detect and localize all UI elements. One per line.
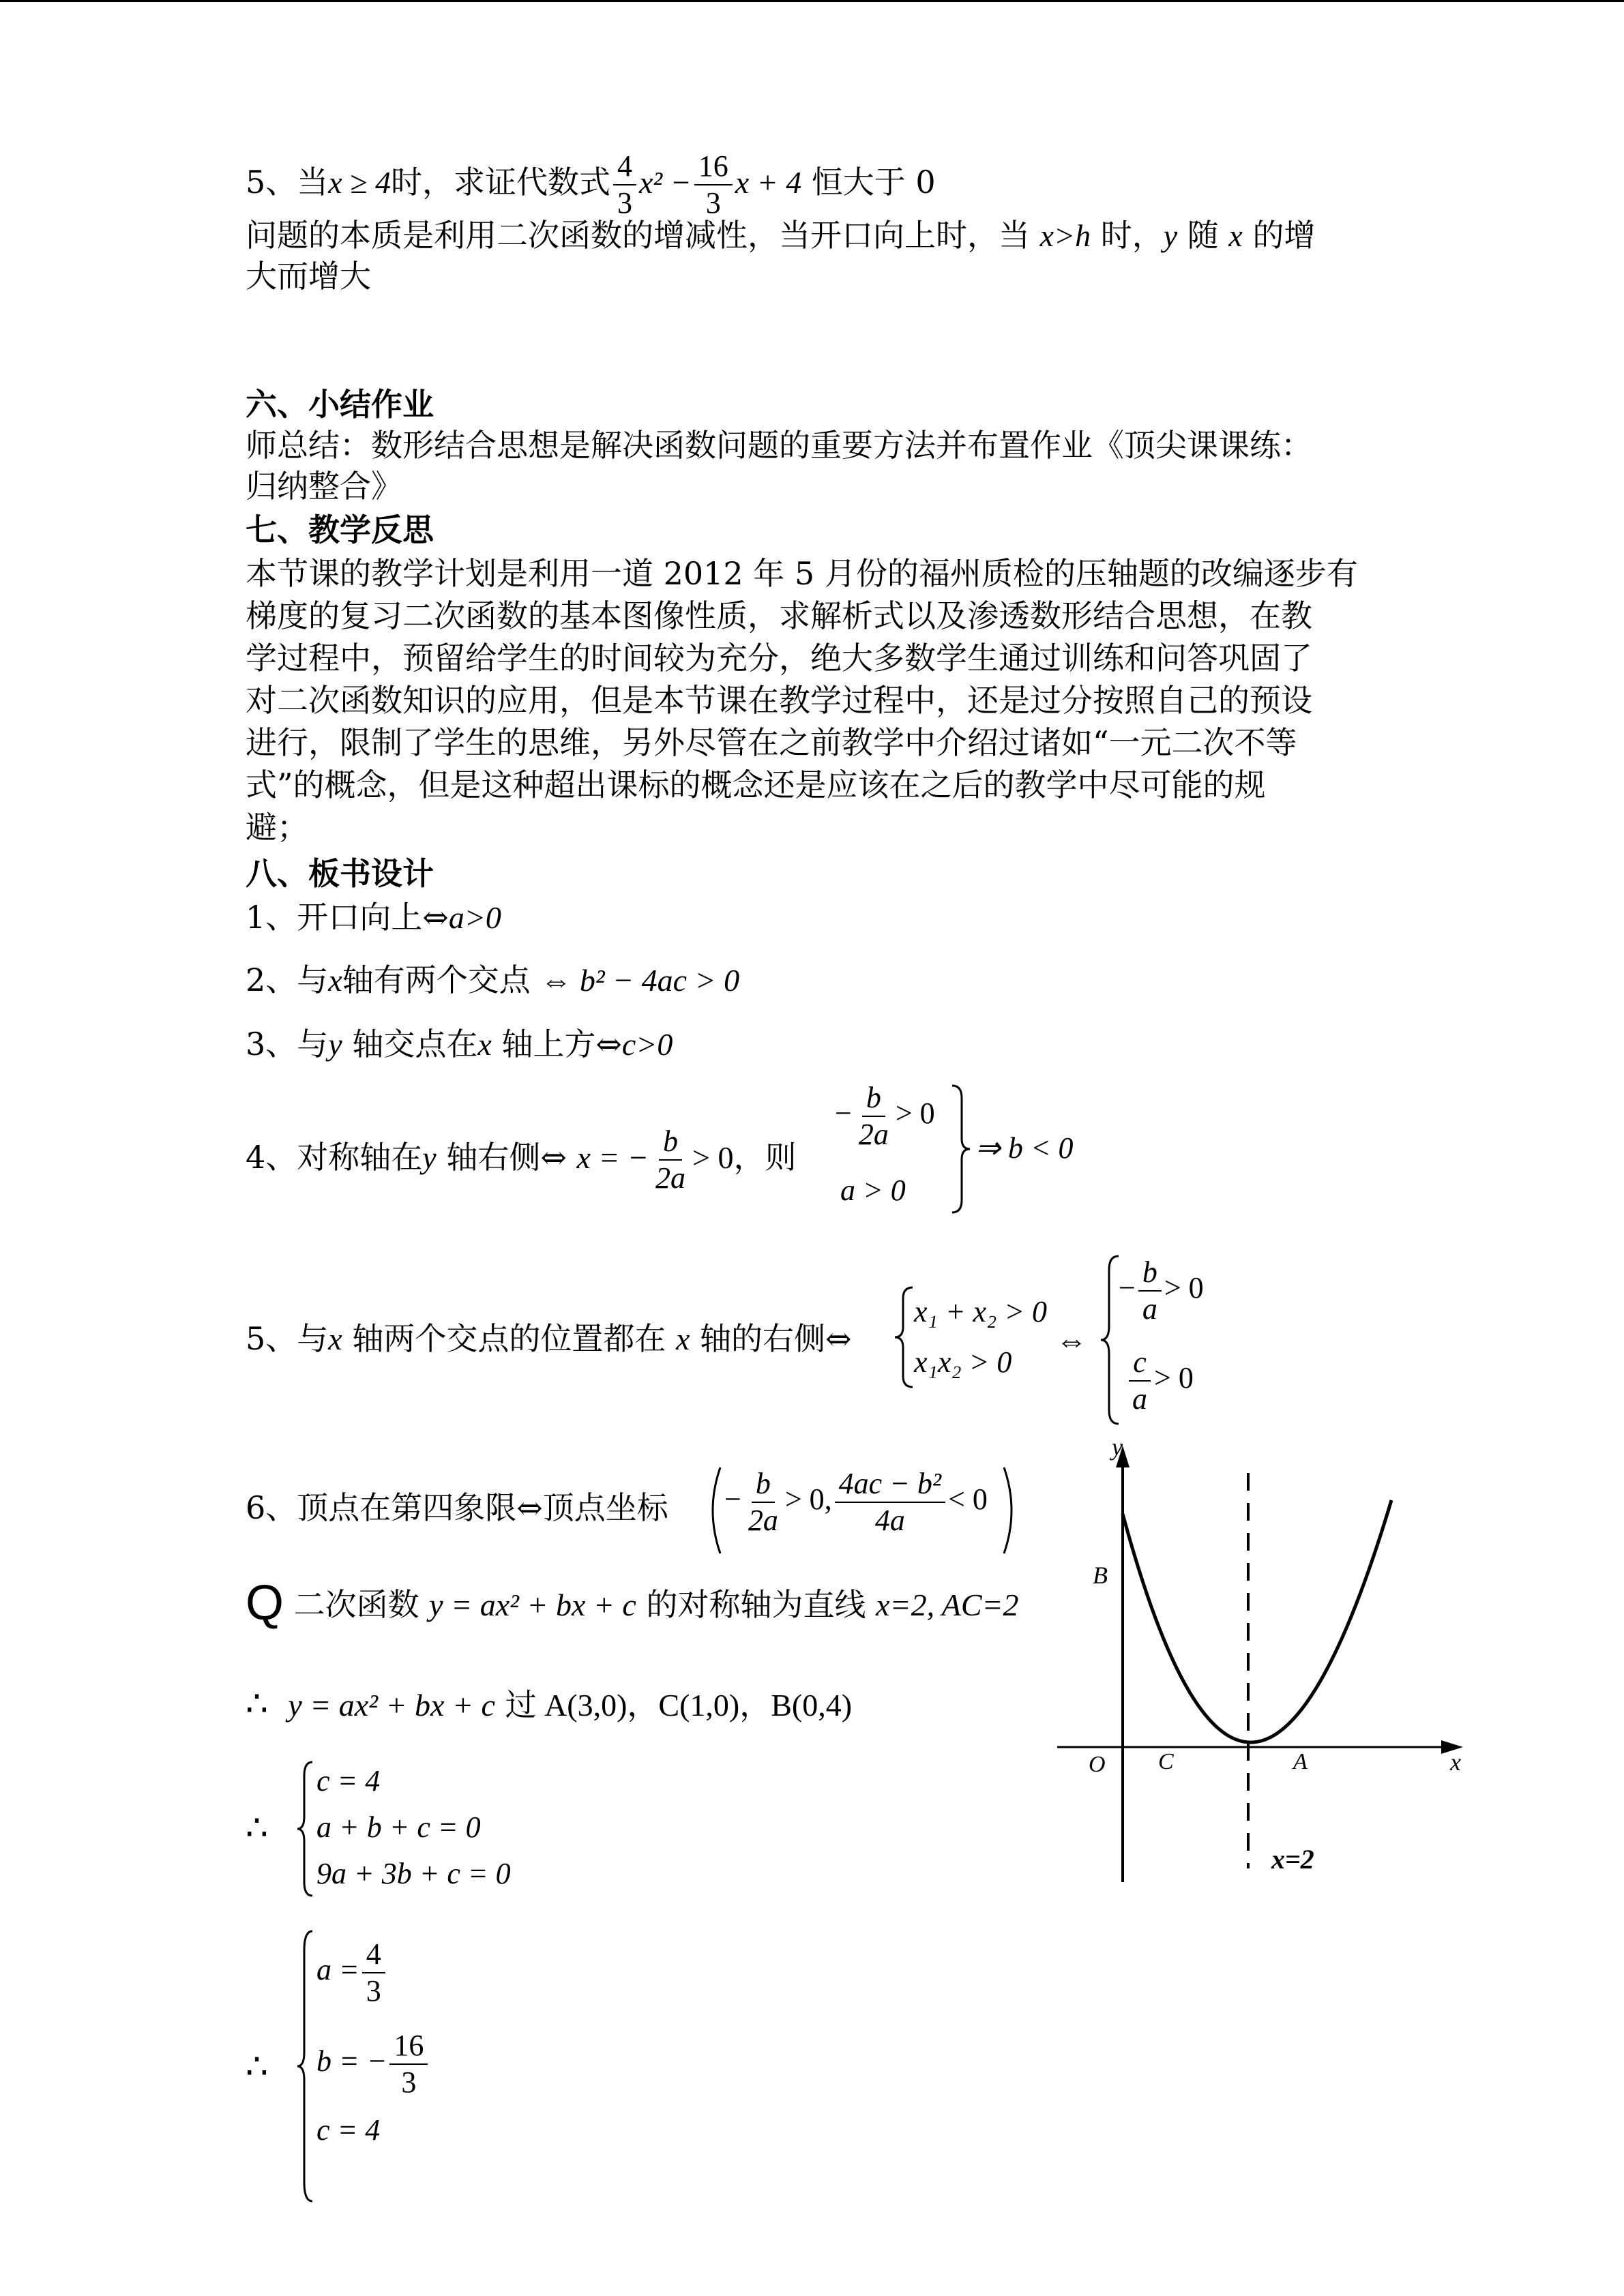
point-c-label: C — [1158, 1749, 1174, 1774]
page-top-border — [0, 0, 1624, 2]
right-brace — [949, 1084, 977, 1214]
system-row-1: x₁ + x₂ > 0 — [914, 1295, 1048, 1328]
system-row-2: a > 0 — [840, 1174, 906, 1207]
board-item-3: 3、与y 轴交点在x 轴上方⇔c>0 — [246, 1026, 673, 1062]
text: 时，求证代数式 — [390, 164, 610, 200]
section-heading: 七、教学反思 — [246, 511, 434, 548]
system-row-3: c = 4 — [316, 2113, 381, 2147]
paragraph-line: 大而增大 — [246, 258, 371, 295]
paragraph-line: 问题的本质是利用二次函数的增减性，当开口向上时，当 x>h 时，y 随 x 的增 — [246, 217, 1316, 254]
therefore-symbol: ∴ — [246, 2046, 269, 2087]
fraction: $\frac{4}{3}$ — [613, 149, 636, 221]
y-axis-label: y — [1112, 1433, 1123, 1461]
right-paren — [1001, 1466, 1022, 1555]
x-axis-label: x — [1450, 1748, 1461, 1776]
fraction: $\frac{16}{3}$ — [694, 149, 733, 221]
vertex-coordinates: − $\frac{b}{2a}$ > 0, $\frac{\text{4ac − b²}}{4a}$ < 0 — [724, 1467, 988, 1537]
symmetry-axis-label: x=2 — [1271, 1844, 1314, 1875]
board-item-2: 2、与x轴有两个交点 ⇔ b² − 4ac > 0 — [246, 961, 740, 998]
point-b-label: B — [1093, 1562, 1108, 1589]
paragraph-line: 学过程中，预留给学生的时间较为充分，绝大多数学生通过训练和问答巩固了 — [246, 640, 1312, 676]
fraction: $\frac{b}{2a}$ — [655, 1124, 685, 1195]
origin-label: O — [1089, 1752, 1106, 1777]
section-heading: 八、板书设计 — [246, 855, 434, 892]
paragraph-line: 归纳整合》 — [246, 468, 402, 505]
paragraph-line: 式”的概念，但是这种超出课标的概念还是应该在之后的教学中尽可能的规 — [246, 766, 1266, 803]
paragraph-line: 对二次函数知识的应用，但是本节课在教学过程中，还是过分按照自己的预设 — [246, 682, 1312, 719]
parabola-curve — [1123, 1500, 1391, 1742]
section-heading: 六、小结作业 — [246, 386, 434, 423]
therefore-symbol: ∴ — [246, 1808, 269, 1849]
point-a-label: A — [1293, 1749, 1308, 1774]
system-row-2: b = − $\frac{16}{3}$ — [316, 2028, 430, 2100]
parabola-graph — [1050, 1432, 1473, 1896]
problem-5-line — [246, 149, 936, 221]
solution-line-2: ∴ y = ax² + bx + c 过 A(3,0)，C(1,0)，B(0,4) — [246, 1684, 853, 1725]
system-row-2: a + b + c = 0 — [316, 1810, 481, 1844]
left-brace — [1098, 1255, 1121, 1425]
system-row-2: x₁x₂ > 0 — [914, 1345, 1012, 1379]
text: 5、当 — [246, 164, 329, 200]
system-row-1: − $\frac{b}{2a}$ > 0 — [835, 1081, 935, 1151]
left-brace — [295, 1761, 315, 1897]
left-brace — [295, 1930, 315, 2203]
system-row-3: 9a + 3b + c = 0 — [316, 1857, 511, 1890]
text: 恒大于 0 — [811, 164, 936, 200]
paragraph-line: 进行，限制了学生的思维，另外尽管在之前教学中介绍过诸如“一元二次不等 — [246, 724, 1297, 761]
board-item-6: 6、顶点在第四象限⇔顶点坐标 — [246, 1489, 668, 1526]
paragraph-line: 避； — [246, 809, 308, 846]
paragraph-line: 师总结：数形结合思想是解决函数问题的重要方法并布置作业《顶尖课课练： — [246, 427, 1312, 464]
system-result: ⇒ b < 0 — [975, 1131, 1074, 1165]
system-row-1: − $\frac{b}{a}$ > 0 — [1119, 1255, 1204, 1326]
board-item-5: 5、与x 轴两个交点的位置都在 x 轴的右侧⇔ — [246, 1320, 852, 1357]
paragraph-line: 梯度的复习二次函数的基本图像性质，求解析式以及渗透数形结合思想，在教 — [246, 597, 1312, 634]
system-row-1: c = 4 — [316, 1764, 381, 1798]
math: x + 4 — [735, 165, 802, 200]
paragraph-line: 本节课的教学计划是利用一道 2012 年 5 月份的福州质检的压轴题的改编逐步有 — [246, 555, 1358, 592]
system-row-1: a = $\frac{4}{3}$ — [316, 1937, 388, 2009]
math: x ≥ 4 — [328, 165, 391, 200]
board-item-1: 1、开口向上⇔a>0 — [246, 899, 501, 936]
system-row-2: $\frac{c}{a}$ > 0 — [1125, 1345, 1194, 1417]
solution-line-1: Q 二次函数 y = ax² + bx + c 的对称轴为直线 x=2, AC=2 — [246, 1576, 1019, 1630]
iff-symbol: ⇔ — [1056, 1323, 1087, 1358]
board-item-4: 4、对称轴在y 轴右侧⇔ x = − $\frac{b}{2a}$ > 0，则 — [246, 1124, 797, 1195]
left-brace — [892, 1286, 915, 1388]
math: x² − — [638, 165, 692, 200]
left-paren — [703, 1466, 723, 1555]
